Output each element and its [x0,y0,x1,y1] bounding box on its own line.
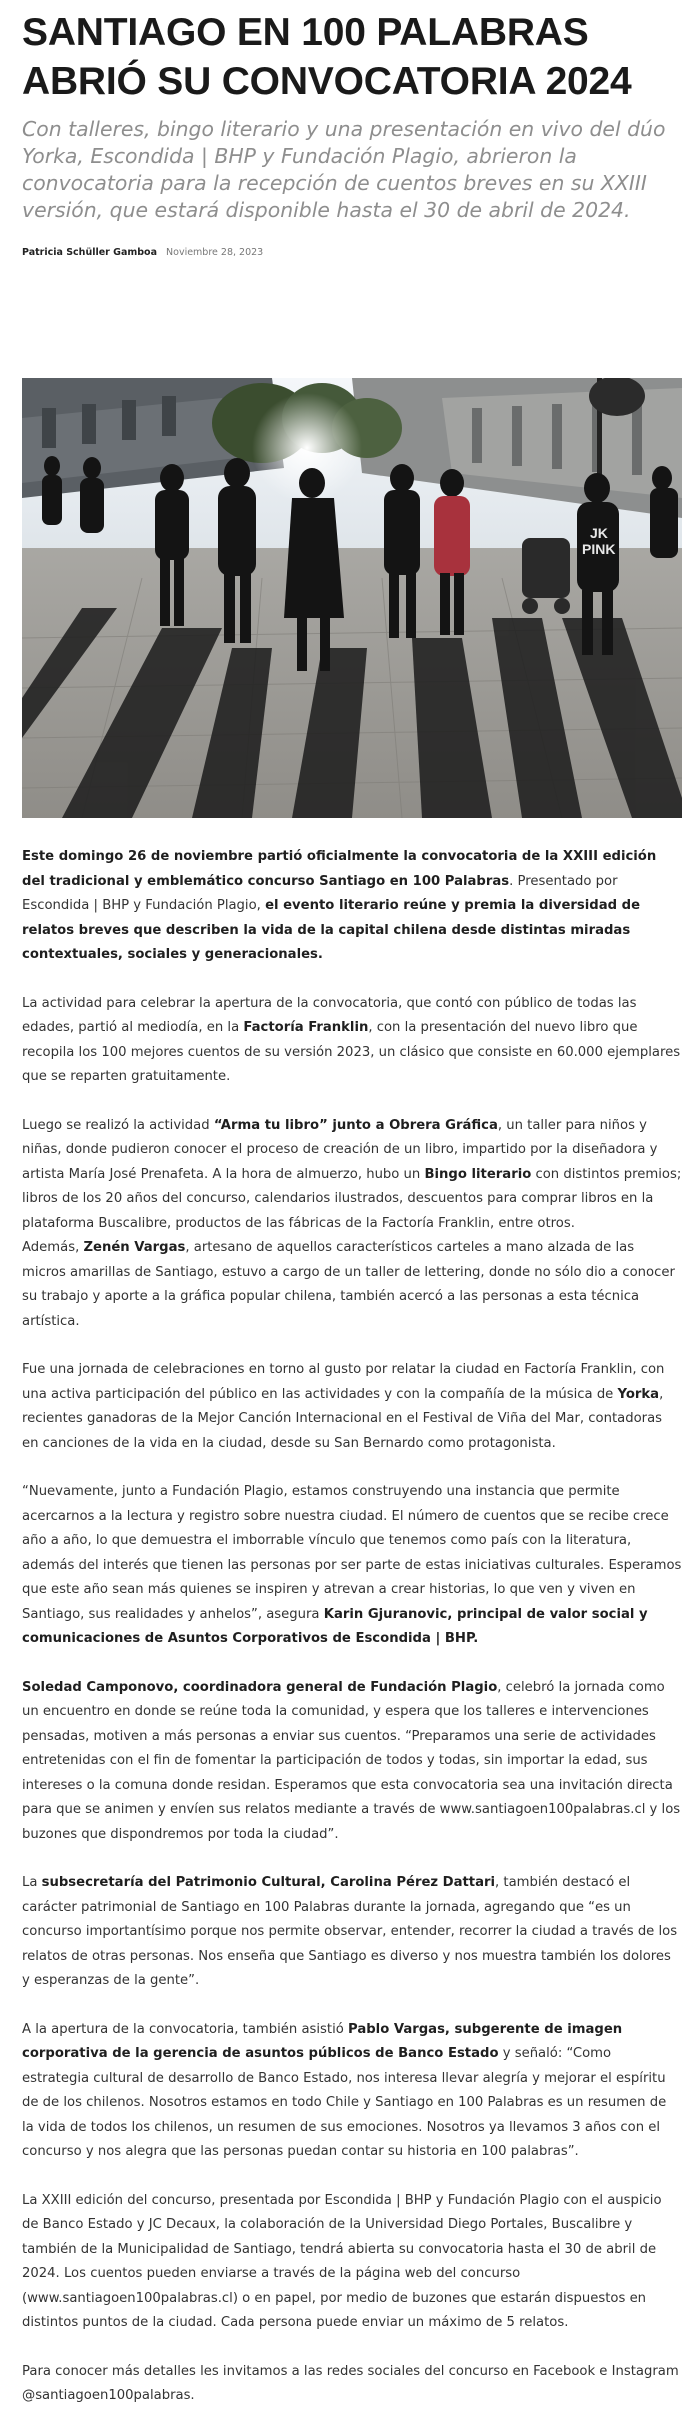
text: , con la presentación del nuevo libro que recopila los 100 mejores cuentos de su versión 2023, un clásico que consiste en 60.000 ejemplares que se reparten gratuitamente. [22,1020,681,1084]
paragraph-5 [22,1480,682,1652]
text: Además, [22,1240,84,1255]
text: La [22,1875,42,1890]
text: “Nuevamente, junto a Fundación Plagio, estamos construyendo una instancia que permite acercarnos a la lectura y registro sobre nuestra ciudad. El número de cuentos que se recibe crece año a año, lo que demuestra el imborrable vínculo que tenemos como país con la literatura, además del interés que tienen las personas por ser parte de estas iniciativas culturales. Esperamos que este año sean más quienes se inspiren y atrevan a crear historias, lo que ven y viven en Santiago, sus realidades y anhelos”, asegura [22,1484,682,1622]
highlight: Zenén Vargas [83,1240,186,1255]
author-link[interactable]: Patricia Schüller Gamboa [22,247,157,258]
paragraph-8 [22,2018,682,2165]
paragraph-7 [22,1871,682,1994]
text: y señaló: “Como estrategia cultural de desarrollo de Banco Estado, nos interesa llevar alegría y mejorar el espíritu de de los chilenos. Nosotros estamos en todo Chile y Santiago en 100 Palabras es un resumen de la vida de todos los chilenos, un resumen de sus emociones. Nosotros ya llevamos 3 años con el concurso y nos alegra que las personas puedan contar su historia en 100 palabras”. [22,2046,667,2159]
publish-date: Noviembre 28, 2023 [166,247,264,258]
text: , un taller para niños y niñas, donde pudieron conocer el proceso de creación de un libro, impartido por la diseñadora y artista María José Prenafeta. A la hora de almuerzo, hubo un [22,1117,658,1182]
street-crowd-photo [22,378,682,818]
highlight: Soledad Camponovo, coordinadora general de Fundación Plagio [22,1679,498,1695]
article-subtitle: Con talleres, bingo literario y una presentación en vivo del dúo Yorka, Escondida | BHP y Fundación Plagio, abrieron la convocatoria para la recepción de cuentos breves en su XXIII versión, que estará disponible hasta el 30 de abril de 2024. [22,117,666,222]
text: con distintos premios; libros de los 20 años del concurso, calendarios ilustrados, descuentos para comprar libros en la plataforma Buscalibre, productos de las fábricas de la Factoría Franklin, entre otros. [22,1166,682,1231]
paragraph-4 [22,1358,682,1456]
byline [22,247,263,258]
text: . Presentado por Escondida | BHP y Fundación Plagio, [22,873,618,913]
paragraph-6 [22,1676,682,1848]
text: A la apertura de la convocatoria, también asistió [22,2021,349,2037]
hero-photo [22,378,682,818]
article-body [22,845,682,2433]
highlight: “Arma tu libro” junto a Obrera Gráfica [213,1117,498,1133]
text: Luego se realizó la actividad [22,1117,214,1133]
text: La XXIII edición del concurso, presentada por Escondida | BHP y Fundación Plagio con el auspicio de Banco Estado y JC Decaux, la colaboración de la Universidad Diego Portales, Buscalibre y también de la Municipalidad de Santiago, tendrá abierta su convocatoria hasta el 30 de abril de 2024. Los cuentos pueden enviarse a través de la página web del concurso (www.santiagoen100palabras.cl) o en papel, por medio de buzones que estarán dispuestos en distintos puntos de la ciudad. Cada persona puede enviar un máximo de 5 relatos. [22,2192,662,2330]
paragraph-9 [22,2189,682,2336]
text: , celebró la jornada como un encuentro en donde se reúne toda la comunidad, y espera que los talleres e intervenciones pensadas, motiven a más personas a enviar sus cuentos. “Preparamos una serie de actividades entretenidas con el fin de fomentar la participación de todos y todas, sin importar la edad, sus intereses o la comuna donde residan. Esperamos que esta convocatoria sea una invitación directa para que se animen y envíen sus relatos mediante a través de www.santiagoen100palabras.cl y los buzones que dispondremos por toda la ciudad”. [22,1679,681,1842]
svg-text:PINK: PINK [582,541,616,557]
svg-text:JK: JK [590,525,608,541]
text: , recientes ganadoras de la Mejor Canción Internacional en el Festival de Viña del Mar, contadoras en canciones de la vida en la ciudad, desde su San Bernardo como protagonista. [22,1386,664,1451]
text: , también destacó el carácter patrimonial de Santiago en 100 Palabras durante la jornada, agregando que “es un concurso importantísimo porque nos permite observar, entender, recorrer la ciudad a través de los relatos de otras personas. Nos enseña que Santiago es diverso y nos muestra también los dolores y esperanzas de la gente”. [22,1875,678,1988]
paragraph-2 [22,992,682,1090]
highlight: Yorka [617,1386,660,1402]
highlight: Pablo Vargas, subgerente de imagen corporativa de la gerencia de asuntos públicos de Banco Estado [22,2021,623,2061]
highlight: Bingo literario [424,1166,532,1182]
highlight: Karin Gjuranovic, principal de valor social y comunicaciones de Asuntos Corporativos de Escondida | BHP. [22,1606,648,1646]
text: , artesano de aquellos característicos carteles a mano alzada de las micros amarillas de Santiago, estuvo a cargo de un taller de lettering, donde no sólo dio a conocer su trabajo y aporte a la gráfica popular chilena, también acercó a las personas a esta técnica artística. [22,1240,675,1329]
text: Fue una jornada de celebraciones en torno al gusto por relatar la ciudad en Factoría Franklin, con una activa participación del público en las actividades y con la compañía de la música de [22,1362,665,1402]
highlight: Factoría Franklin [243,1020,369,1035]
paragraph-3 [22,1114,682,1335]
text: La actividad para celebrar la apertura de la convocatoria, que contó con público de todas las edades, partió al mediodía, en la [22,995,637,1035]
highlight: subsecretaría del Patrimonio Cultural, Carolina Pérez Dattari [41,1875,496,1890]
highlight: el evento literario reúne y premia la diversidad de relatos breves que describen la vida de la capital chilena desde distintas miradas contextuales, sociales y generacionales. [22,898,641,962]
article-title: SANTIAGO EN 100 PALABRAS ABRIÓ SU CONVOCATORIA 2024 [22,11,632,103]
paragraph-1 [22,845,682,968]
paragraph-10 [22,2360,682,2409]
text: Para conocer más detalles les invitamos a las redes sociales del concurso en Facebook e Instagram @santiagoen100palabras. [22,2363,679,2403]
highlight: Este domingo 26 de noviembre partió oficialmente la convocatoria de la XXIII edición del tradicional y emblemático concurso Santiago en 100 Palabras [22,849,657,889]
